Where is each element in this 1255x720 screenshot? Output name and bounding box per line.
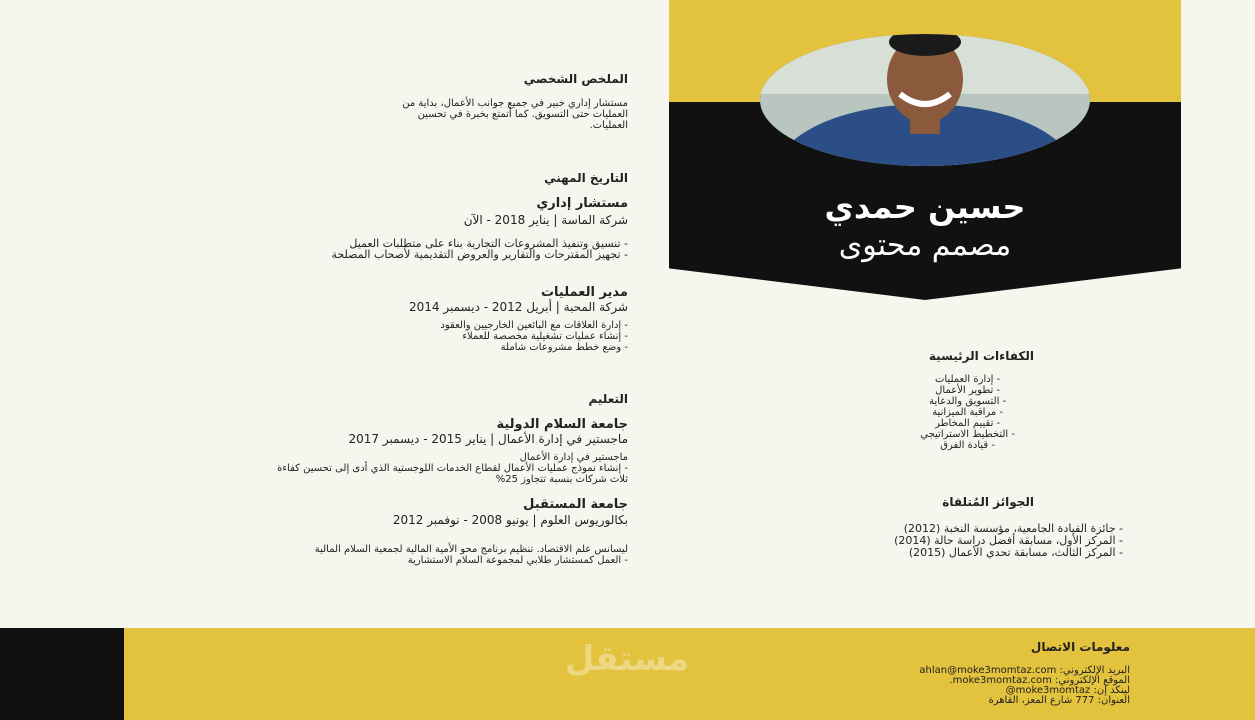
list-item: - مراقبة الميزانية xyxy=(932,407,1004,418)
list-item: - إنشاء نموذج عمليات الأعمال لقطاع الخدمات اللوجستية الذي أدى إلى تحسين كفاءة xyxy=(277,463,628,474)
contact-website: الموقع الإلكتروني: moke3momtaz.com. xyxy=(949,675,1130,686)
person-name: حسين حمدي xyxy=(824,188,1026,226)
watermark-logo: مستقل xyxy=(564,639,690,679)
job-title: مستشار إداري xyxy=(536,196,628,211)
summary-text xyxy=(402,98,628,131)
list-item: - قيادة الفرق xyxy=(940,440,995,451)
list-item: ثلاث شركات بنسبة تتجاوز 25% xyxy=(495,474,628,485)
school-meta: بكالوريوس العلوم | يونيو 2008 - نوفمبر 2012 xyxy=(392,513,628,527)
contact-email: البريد الإلكتروني: ahlan@moke3momtaz.com xyxy=(919,665,1130,676)
school-title: جامعة المستقبل xyxy=(523,497,628,512)
list-item: - العمل كمستشار طلابي لمجموعة السلام الاستشارية xyxy=(407,555,628,566)
list-item: - وضع خطط مشروعات شاملة xyxy=(500,342,628,353)
summary-line: مستشار إداري خبير في جميع جوانب الأعمال، بداية من xyxy=(402,98,628,109)
footer-dark-block xyxy=(0,628,124,720)
school-title: جامعة السلام الدولية xyxy=(496,417,628,432)
list-item: - تطوير الأعمال xyxy=(935,385,1001,396)
list-item: - التخطيط الاستراتيجي xyxy=(920,429,1015,440)
contact-title: معلومات الاتصال xyxy=(1030,640,1130,654)
job-bullets xyxy=(440,320,628,353)
skills-title: الكفاءات الرئيسية xyxy=(928,349,1034,363)
profile-photo-illustration xyxy=(760,34,1090,166)
profile-photo xyxy=(760,34,1090,166)
awards-title: الجوائز المُتلقاة xyxy=(942,495,1034,509)
summary-title: الملخص الشخصي xyxy=(523,72,628,86)
school-meta: ماجستير في إدارة الأعمال | يناير 2015 - ديسمبر 2017 xyxy=(348,432,628,446)
list-item: - تقييم المخاطر xyxy=(935,418,1001,429)
list-item: - إدارة العمليات xyxy=(934,374,1001,385)
contact-address: العنوان: 777 شارع المعز، القاهرة xyxy=(988,695,1130,706)
job-meta: شركة المحبة | أبريل 2012 - ديسمبر 2014 xyxy=(408,300,628,314)
experience-title: التاريخ المهني xyxy=(544,171,628,185)
job-title: مدير العمليات xyxy=(540,285,628,300)
list-item: - المركز الأول، مسابقة أفضل دراسة حالة (2014) xyxy=(894,534,1123,547)
summary-line: العمليات حتى التسويق. كما أتمتع بخبرة في تحسين xyxy=(417,109,628,120)
summary-line: العمليات. xyxy=(589,120,628,131)
job-meta: شركة الماسة | يناير 2018 - الآن xyxy=(463,213,628,227)
list-item: - إنشاء عمليات تشغيلية مخصصة للعملاء xyxy=(462,331,628,342)
list-item: - جائزة القيادة الجامعية، مؤسسة النخبة (2012) xyxy=(903,522,1123,535)
contact-linkedin: لينكد إن: moke3momtaz@ xyxy=(1005,685,1130,696)
list-item: ليسانس علم الاقتصاد. تنظيم برنامج محو الأمية المالية لجمعية السلام المالية xyxy=(314,544,628,555)
skills-list xyxy=(920,374,1015,451)
list-item: ماجستير في إدارة الأعمال xyxy=(519,452,628,463)
school-bullets xyxy=(315,544,628,566)
school-bullets xyxy=(277,452,628,485)
list-item: - تنسيق وتنفيذ المشروعات التجارية بناء على متطلبات العميل xyxy=(349,237,628,250)
job-bullets xyxy=(332,238,628,260)
list-item: - تجهيز المقترحات والتقارير والعروض التقديمية لأصحاب المصلحة xyxy=(331,248,628,261)
list-item: - المركز الثالث، مسابقة تحدي الأعمال (2015) xyxy=(908,546,1123,559)
list-item: - إدارة العلاقات مع البائعين الخارجيين والعقود xyxy=(440,320,628,331)
list-item: - التسويق والدعاية xyxy=(929,396,1007,407)
awards-list xyxy=(894,523,1123,559)
person-role: مصمم محتوى xyxy=(838,228,1012,263)
contact-lines xyxy=(919,666,1130,706)
education-title: التعليم xyxy=(588,392,628,406)
